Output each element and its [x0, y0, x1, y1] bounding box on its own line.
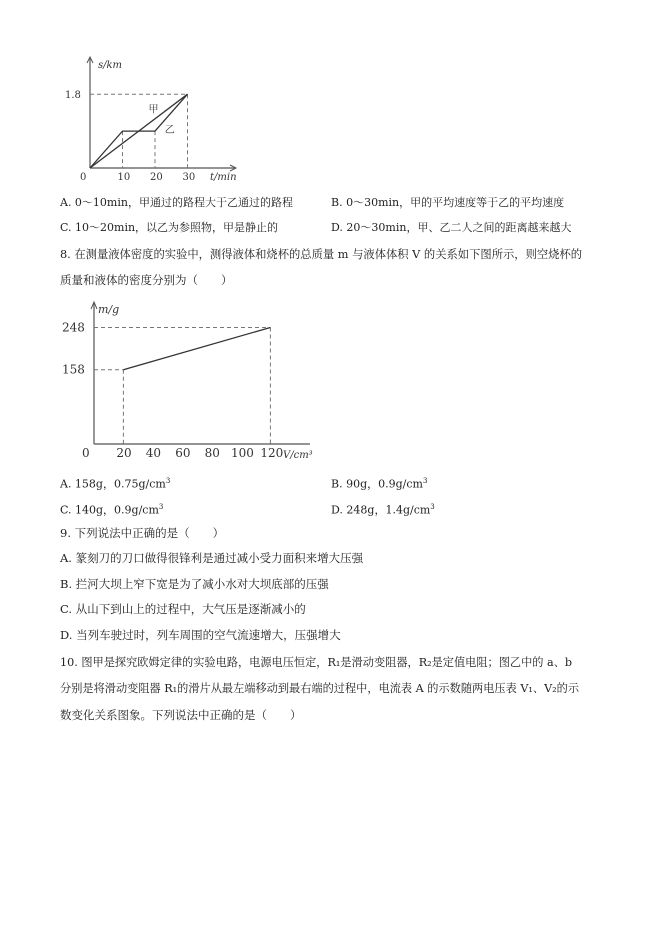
chart-distance-time: [60, 50, 260, 190]
q9-option-c: C. 从山下到山上的过程中，大气压是逐渐减小的: [60, 602, 306, 616]
q9-stem: 9. 下列说法中正确的是（ ）: [60, 526, 225, 540]
chart-mass-volume: [60, 295, 340, 465]
superscript: 3: [430, 503, 435, 511]
y-axis-label: m/g: [98, 303, 120, 316]
q10-stem-line1: 10. 图甲是探究欧姆定律的实验电路，电源电压恒定，R₁是滑动变阻器，R₂是定值电阻；图乙中的 a、b: [60, 656, 573, 669]
x-tick-label: 20: [116, 446, 132, 460]
q8-option-c-text: C. 140g，0.9g/cm: [60, 503, 159, 517]
series-label: 乙: [164, 125, 175, 137]
q9-option-b: B. 拦河大坝上窄下宽是为了减小水对大坝底部的压强: [60, 577, 329, 591]
q9-option-d: D. 当列车驶过时，列车周围的空气流速增大，压强增大: [60, 628, 341, 642]
x-tick-label: 0: [82, 446, 90, 460]
q10-stem-line3: 数变化关系图象。下列说法中正确的是（ ）: [60, 708, 302, 722]
x-tick-label: 60: [175, 446, 191, 460]
q9-option-a: A. 篆刻刀的刀口做得很锋利是通过减小受力面积来增大压强: [60, 551, 364, 565]
y-axis-label: s/km: [98, 60, 123, 71]
q7-option-b: B. 0～30min，甲的平均速度等于乙的平均速度: [331, 196, 565, 209]
x-tick-label: 40: [145, 446, 162, 460]
x-tick-label: 20: [150, 172, 163, 183]
q7-option-d: D. 20～30min，甲、乙二人之间的距离越来越大: [331, 221, 572, 234]
x-tick-label: 80: [204, 446, 220, 460]
series-line: [123, 327, 270, 369]
x-tick-label: 120: [260, 446, 284, 460]
y-tick-label: 248: [62, 320, 85, 335]
q8-option-d-text: D. 248g，1.4g/cm: [331, 503, 431, 517]
x-tick-label: 0: [80, 172, 87, 183]
q8-option-b: [331, 473, 427, 493]
series-label: 甲: [148, 104, 159, 116]
x-tick-label: 30: [182, 172, 196, 183]
q8-stem-line2: 质量和液体的密度分别为（ ）: [60, 273, 233, 287]
y-tick-label: 158: [62, 362, 85, 377]
x-axis-label: t/min: [210, 172, 237, 183]
x-tick-label: 10: [117, 172, 131, 183]
x-axis-label: V/cm³: [283, 450, 313, 461]
q10-stem-line2: 分别是将滑动变阻器 R₁的滑片从最左端移动到最右端的过程中，电流表 A 的示数随两电压表 V₁、V₂的示: [60, 682, 580, 695]
q7-option-c: C. 10～20min，以乙为参照物，甲是静止的: [60, 221, 279, 234]
superscript: 3: [422, 477, 428, 485]
superscript: 3: [158, 503, 164, 511]
q8-option-d: [331, 499, 435, 519]
x-tick-label: 100: [231, 446, 254, 460]
q8-option-a-text: A. 158g，0.75g/cm: [60, 477, 166, 491]
q8-stem-line1: 8. 在测量液体密度的实验中，测得液体和烧杯的总质量 m 与液体体积 V 的关系如下图所示，则空烧杯的: [60, 248, 583, 261]
y-tick-label: 1.8: [65, 90, 81, 102]
superscript: 3: [165, 477, 171, 485]
q8-option-c: [60, 499, 163, 519]
q8-option-b-text: B. 90g，0.9g/cm: [331, 477, 423, 491]
q8-option-a: [60, 473, 170, 493]
q7-option-a: A. 0～10min，甲通过的路程大于乙通过的路程: [60, 196, 293, 209]
